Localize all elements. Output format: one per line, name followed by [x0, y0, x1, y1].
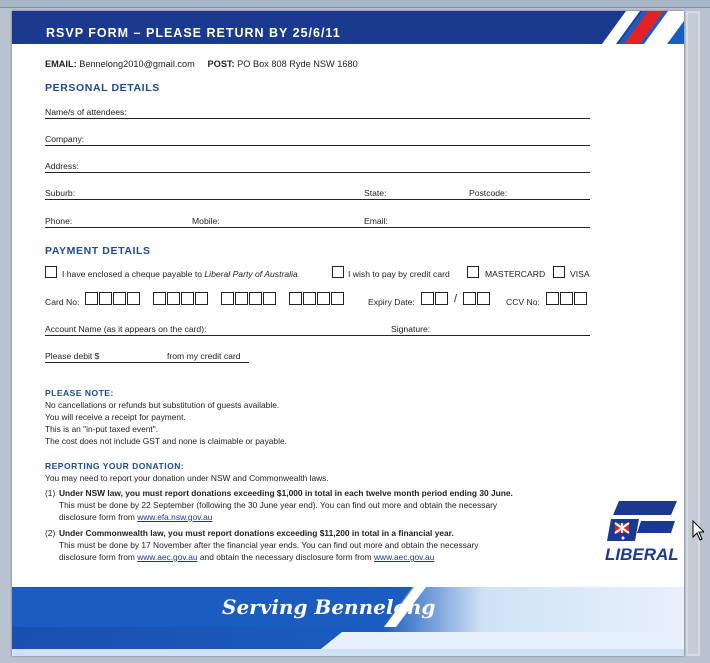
- account-name-label: Account Name (as it appears on the card):: [45, 324, 207, 334]
- item1-bold: Under NSW law, you must report donations exceeding $1,000 in total in each twelve month period ending 30 June.: [59, 488, 513, 498]
- debit-prefix: Please debit $: [45, 351, 100, 361]
- post-value: PO Box 808 Ryde NSW 1680: [237, 59, 358, 69]
- card-number-digit-box[interactable]: [235, 292, 248, 305]
- attendees-label: Name/s of attendees:: [45, 107, 127, 117]
- note-line-1: No cancellations or refunds but substitution of guests available.: [45, 400, 280, 410]
- efa-link[interactable]: www.efa.nsw.gov.au: [137, 512, 213, 522]
- expiry-month-box-1[interactable]: [421, 292, 434, 305]
- item2-bold: Under Commonwealth law, you must report donations exceeding $11,200 in total in a financial year.: [59, 528, 454, 538]
- expiry-separator: /: [454, 293, 458, 305]
- item1-number: (1): [45, 488, 56, 498]
- suburb-state-postcode-field[interactable]: [45, 199, 590, 200]
- email-value: Bennelong2010@gmail.com: [79, 59, 195, 69]
- cheque-payee: Liberal Party of Australia: [204, 269, 298, 279]
- card-number-digit-box[interactable]: [195, 292, 208, 305]
- card-number-digit-box[interactable]: [263, 292, 276, 305]
- company-label: Company:: [45, 134, 85, 144]
- card-number-digit-box[interactable]: [181, 292, 194, 305]
- attendees-field[interactable]: [45, 118, 590, 119]
- rsvp-form-page: [12, 11, 684, 656]
- ccv-box-3[interactable]: [574, 292, 587, 305]
- payment-details-heading: PAYMENT DETAILS: [45, 245, 151, 257]
- credit-card-label: I wish to pay by credit card: [348, 269, 450, 279]
- ccv-label: CCV No:: [506, 297, 540, 307]
- expiry-month-box-2[interactable]: [435, 292, 448, 305]
- phone-label: Phone:: [45, 216, 73, 226]
- post-label: POST:: [207, 59, 235, 69]
- liberal-logo-text: LIBERAL: [605, 545, 679, 564]
- visa-label: VISA: [570, 269, 590, 279]
- email-label: EMAIL:: [45, 59, 77, 69]
- reporting-heading: REPORTING YOUR DONATION:: [45, 461, 185, 471]
- item1-line2: This must be done by 22 September (following the 30 June year end). You can find out more and obtain the necessary: [59, 500, 498, 510]
- reporting-intro: You may need to report your donation under NSW and Commonwealth laws.: [45, 473, 329, 483]
- item1-line3: [59, 512, 212, 522]
- card-number-digit-box[interactable]: [303, 292, 316, 305]
- expiry-year-box-2[interactable]: [477, 292, 490, 305]
- mobile-label: Mobile:: [192, 216, 220, 226]
- personal-details-heading: PERSONAL DETAILS: [45, 82, 160, 94]
- card-number-label: Card No:: [45, 297, 80, 307]
- address-label: Address:: [45, 161, 79, 171]
- card-number-digit-box[interactable]: [153, 292, 166, 305]
- debit-suffix: from my credit card: [167, 351, 241, 361]
- mastercard-checkbox[interactable]: [467, 266, 479, 278]
- aec-link-2[interactable]: www.aec.gov.au: [374, 552, 435, 562]
- expiry-year-box-1[interactable]: [463, 292, 476, 305]
- cheque-checkbox[interactable]: [45, 266, 57, 278]
- credit-card-checkbox[interactable]: [332, 266, 344, 278]
- expiry-label: Expiry Date:: [368, 297, 415, 307]
- card-number-digit-box[interactable]: [99, 292, 112, 305]
- card-number-digit-box[interactable]: [127, 292, 140, 305]
- item2-mid-text: and obtain the necessary disclosure form from: [199, 552, 372, 562]
- vertical-scrollbar[interactable]: [686, 11, 700, 656]
- state-label: State:: [364, 188, 387, 198]
- account-signature-field[interactable]: [45, 335, 590, 336]
- visa-checkbox[interactable]: [553, 266, 565, 278]
- phone-mobile-email-field[interactable]: [45, 227, 590, 228]
- company-field[interactable]: [45, 145, 590, 146]
- banner-title: RSVP FORM – PLEASE RETURN BY 25/6/11: [46, 26, 341, 40]
- ccv-box-2[interactable]: [560, 292, 573, 305]
- viewer-top-bar: [0, 0, 710, 8]
- card-number-digit-box[interactable]: [221, 292, 234, 305]
- please-note-heading: PLEASE NOTE:: [45, 388, 114, 398]
- suburb-label: Suburb:: [45, 188, 76, 198]
- note-line-4: The cost does not include GST and none is claimable or payable.: [45, 436, 287, 446]
- card-number-digit-box[interactable]: [85, 292, 98, 305]
- item1-line3-text: disclosure form from: [59, 512, 135, 522]
- item2-line2: This must be done by 17 November after the financial year ends. You can find out more and obtain the necessary: [59, 540, 479, 550]
- cheque-text: I have enclosed a cheque payable to: [62, 269, 202, 279]
- card-number-digit-box[interactable]: [317, 292, 330, 305]
- postcode-label: Postcode:: [469, 188, 508, 198]
- scrollbar-thumb[interactable]: [688, 13, 698, 654]
- aec-link-1[interactable]: www.aec.gov.au: [137, 552, 198, 562]
- item2-line3-text: disclosure form from: [59, 552, 135, 562]
- footer-banner: [12, 587, 684, 656]
- card-number-digit-box[interactable]: [289, 292, 302, 305]
- debit-amount-field[interactable]: [45, 362, 249, 363]
- signature-label: Signature:: [391, 324, 431, 334]
- item2-line3: [59, 552, 434, 562]
- note-line-2: You will receive a receipt for payment.: [45, 412, 186, 422]
- card-number-digit-box[interactable]: [113, 292, 126, 305]
- card-number-digit-box[interactable]: [331, 292, 344, 305]
- note-line-3: This is an "in-put taxed event".: [45, 424, 159, 434]
- item2-number: (2): [45, 528, 56, 538]
- cheque-label: [62, 269, 298, 279]
- ccv-box-1[interactable]: [546, 292, 559, 305]
- liberal-logo-icon: [605, 499, 679, 549]
- card-number-digit-box[interactable]: [249, 292, 262, 305]
- email-field-label: Email:: [364, 216, 388, 226]
- address-field[interactable]: [45, 172, 590, 173]
- serving-bennelong-tagline: Serving Bennelong: [222, 595, 436, 619]
- header-banner: [12, 11, 684, 44]
- mouse-cursor-icon: [692, 520, 704, 542]
- mastercard-label: MASTERCARD: [485, 269, 546, 279]
- card-number-digit-box[interactable]: [167, 292, 180, 305]
- contact-line: [45, 59, 358, 69]
